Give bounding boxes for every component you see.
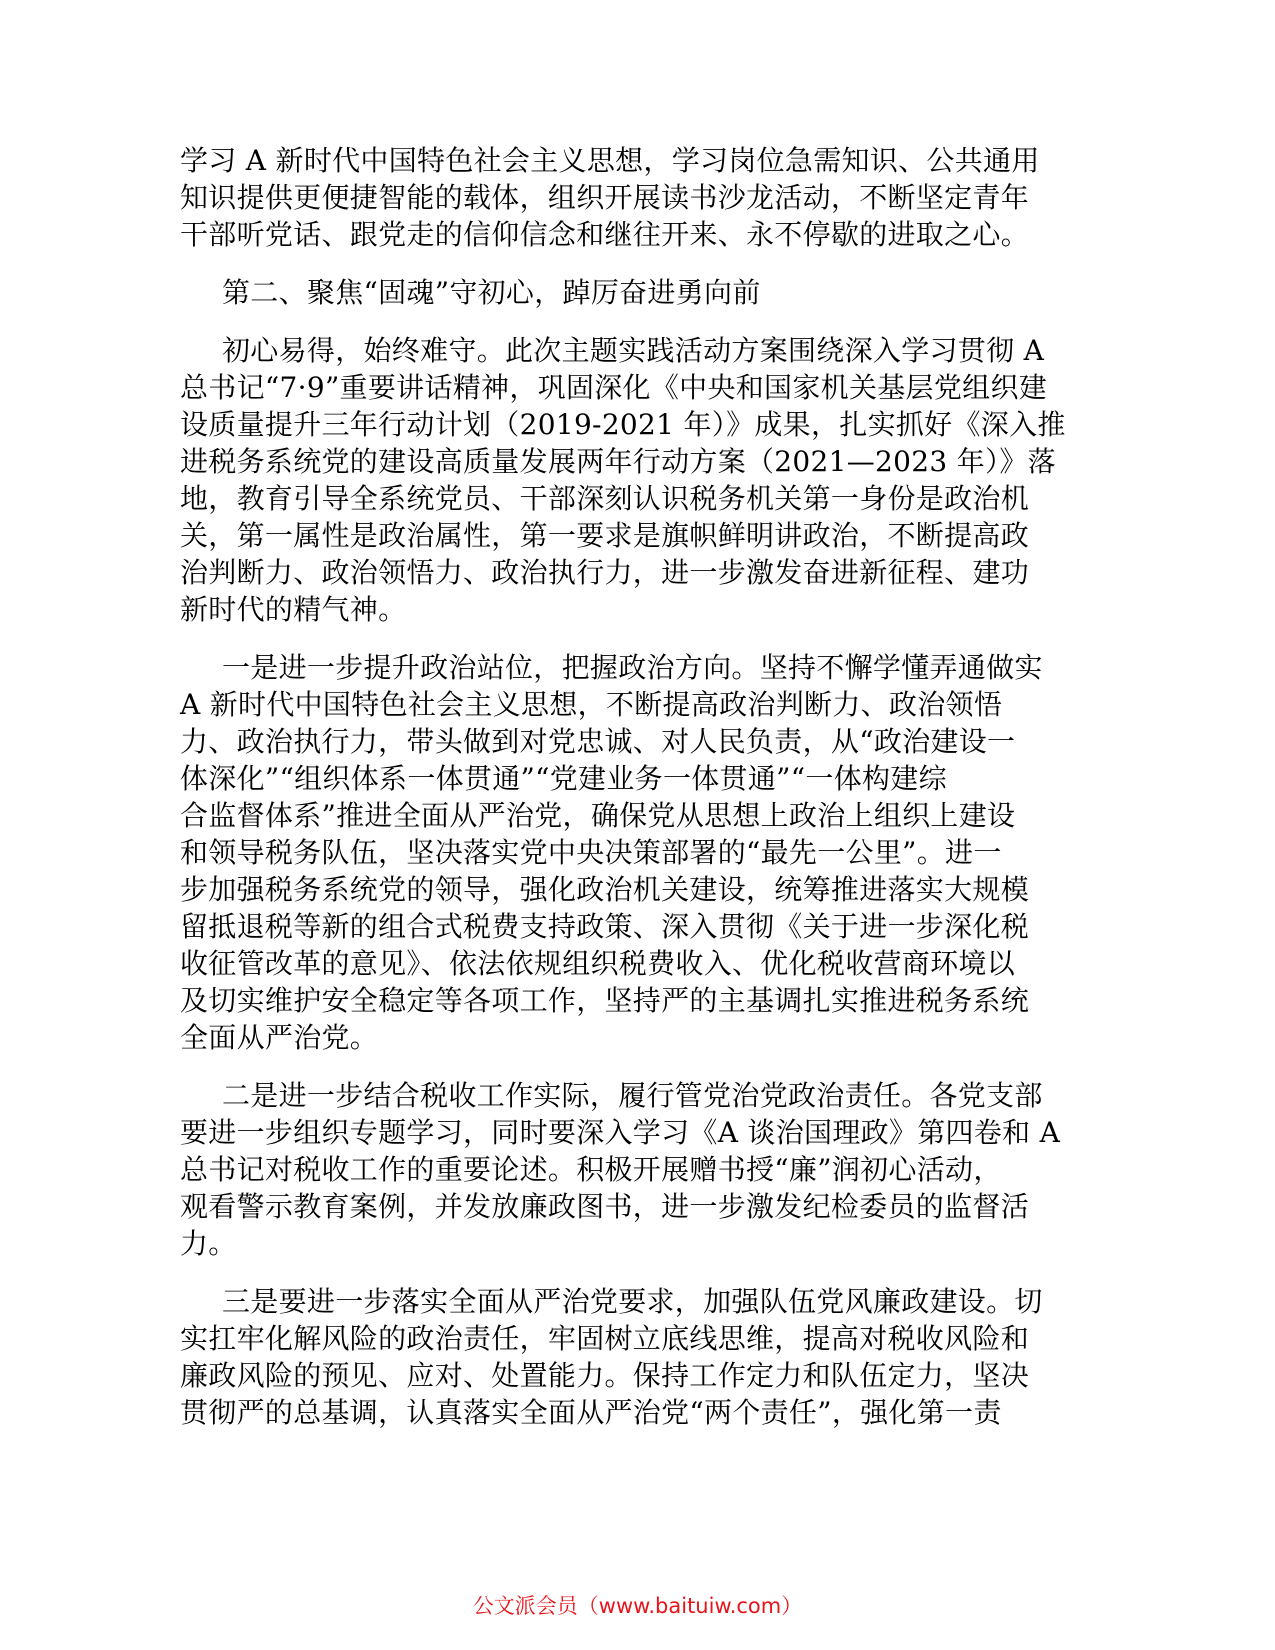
- text-line: 实扛牢化解风险的政治责任，牢固树立底线思维，提高对税收风险和: [180, 1322, 1030, 1355]
- footer-watermark-link[interactable]: 公文派会员（www.baituiw.com）: [472, 1594, 803, 1618]
- text-line: 体深化”“组织体系一体贯通”“党建业务一体贯通”“一体构建综: [180, 762, 947, 795]
- paragraph-3: [180, 649, 1044, 1056]
- text-line: 收征管改革的意见》、依法依规组织税费收入、优化税收营商环境以: [180, 947, 1016, 980]
- text-line: 总书记“7·9”重要讲话精神，巩固深化《中央和国家机关基层党组织建: [180, 371, 1048, 404]
- text-line: 合监督体系”推进全面从严治党，确保党从思想上政治上组织上建设: [180, 799, 1016, 832]
- text-line: 设质量提升三年行动计划（2019-2021 年）》成果，扎实抓好《深入推: [180, 408, 1066, 441]
- text-line: 全面从严治党。: [180, 1021, 379, 1054]
- text-line: 观看警示教育案例，并发放廉政图书，进一步激发纪检委员的监督活: [180, 1190, 1030, 1223]
- text-line: 进税务系统党的建设高质量发展两年行动方案（2021—2023 年）》落: [180, 445, 1056, 478]
- text-line: 地，教育引导全系统党员、干部深刻认识税务机关第一身份是政治机: [180, 482, 1030, 515]
- text-line: 要进一步组织专题学习，同时要深入学习《A 谈治国理政》第四卷和 A: [180, 1116, 1061, 1149]
- text-line: 干部听党话、跟党走的信仰信念和继往开来、永不停歇的进取之心。: [180, 218, 1030, 251]
- paragraph-2: [180, 332, 1066, 628]
- text-line: 初心易得，始终难守。此次主题实践活动方案围绕深入学习贯彻 A: [222, 334, 1045, 367]
- text-line: 及切实维护安全稳定等各项工作，坚持严的主基调扎实推进税务系统: [180, 984, 1030, 1017]
- text-line: 和领导税务队伍，坚决落实党中央决策部署的“最先一公里”。进一: [180, 836, 1002, 869]
- text-line: 力、政治执行力，带头做到对党忠诚、对人民负责，从“政治建设一: [180, 725, 1016, 758]
- text-line: 关，第一属性是政治属性，第一要求是旗帜鲜明讲政治，不断提高政: [180, 519, 1030, 552]
- text-line: 步加强税务系统党的领导，强化政治机关建设，统筹推进落实大规模: [180, 873, 1030, 906]
- text-line: 一是进一步提升政治站位，把握政治方向。坚持不懈学懂弄通做实: [222, 651, 1043, 684]
- document-page: [180, 142, 1066, 1431]
- text-line: 三是要进一步落实全面从严治党要求，加强队伍党风廉政建设。切: [222, 1285, 1043, 1318]
- paragraph-4: [180, 1077, 1061, 1262]
- text-line: 廉政风险的预见、应对、处置能力。保持工作定力和队伍定力，坚决: [180, 1359, 1030, 1392]
- text-line: 治判断力、政治领悟力、政治执行力，进一步激发奋进新征程、建功: [180, 556, 1030, 589]
- text-line: 学习 A 新时代中国特色社会主义思想，学习岗位急需知识、公共通用: [180, 144, 1040, 177]
- text-line: 总书记对税收工作的重要论述。积极开展赠书授“廉”润初心活动，: [180, 1153, 1002, 1186]
- text-line: 贯彻严的总基调，认真落实全面从严治党“两个责任”，强化第一责: [180, 1396, 1002, 1429]
- text-line: 新时代的精气神。: [180, 593, 407, 626]
- text-line: 知识提供更便捷智能的载体，组织开展读书沙龙活动，不断坚定青年: [180, 181, 1030, 214]
- paragraph-5: [180, 1283, 1044, 1431]
- text-line: 二是进一步结合税收工作实际，履行管党治党政治责任。各党支部: [222, 1079, 1043, 1112]
- text-line: A 新时代中国特色社会主义思想，不断提高政治判断力、政治领悟: [180, 688, 1003, 721]
- text-line: 力。: [180, 1227, 237, 1260]
- text-line: 留抵退税等新的组合式税费支持政策、深入贯彻《关于进一步深化税: [180, 910, 1030, 943]
- paragraph-1: [180, 142, 1044, 253]
- section-heading: 第二、聚焦“固魂”守初心，踔厉奋进勇向前: [222, 276, 761, 309]
